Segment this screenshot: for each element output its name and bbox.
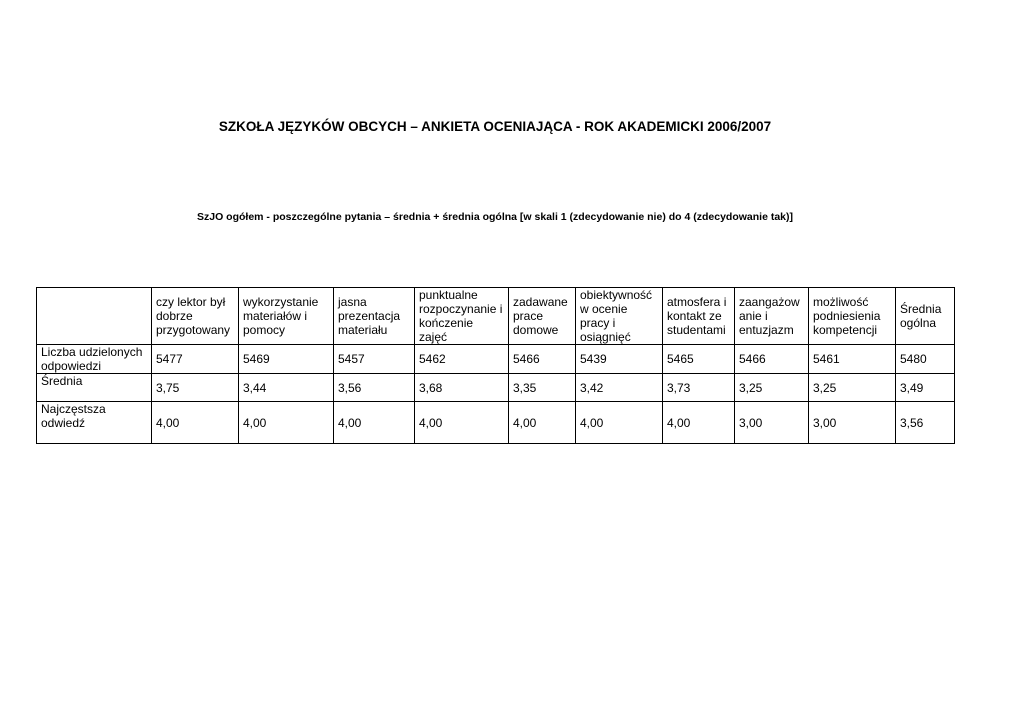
table-cell: 3,25 [735,374,809,402]
table-cell: 4,00 [576,402,663,444]
table-row [37,402,955,444]
table-cell: 3,25 [809,374,896,402]
table-cell: 5477 [152,345,239,374]
table-cell: 4,00 [334,402,415,444]
table-cell: 3,35 [509,374,576,402]
table-cell: 5462 [415,345,509,374]
column-header: Średnia ogólna [896,288,955,345]
table-cell: 5439 [576,345,663,374]
table-cell: 5461 [809,345,896,374]
column-header-empty [37,288,152,345]
row-label: Liczba udzielonych odpowiedzi [37,345,152,374]
column-header: możliwość podniesienia kompetencji [809,288,896,345]
document-title: SZKOŁA JĘZYKÓW OBCYCH – ANKIETA OCENIAJĄCA - ROK AKADEMICKI 2006/2007 [218,119,772,134]
table-cell: 3,44 [239,374,334,402]
table-cell: 3,73 [663,374,735,402]
table-cell: 5466 [735,345,809,374]
survey-results-table [36,287,955,444]
table-cell: 4,00 [663,402,735,444]
table-row [37,374,955,402]
table-cell: 5480 [896,345,955,374]
column-header: punktualne rozpoczynanie i kończenie zajęć [415,288,509,345]
table-cell: 5457 [334,345,415,374]
table-cell: 5465 [663,345,735,374]
table-cell: 5466 [509,345,576,374]
table-header-row [37,288,955,345]
table-cell: 4,00 [239,402,334,444]
column-header: zaangażow anie i entuzjazm [735,288,809,345]
table-cell: 3,68 [415,374,509,402]
table-cell: 3,00 [735,402,809,444]
column-header: wykorzystanie materiałów i pomocy [239,288,334,345]
column-header: atmosfera i kontakt ze studentami [663,288,735,345]
table-cell: 3,00 [809,402,896,444]
table-row [37,345,955,374]
column-header: jasna prezentacja materiału [334,288,415,345]
table-cell: 3,75 [152,374,239,402]
table-cell: 4,00 [415,402,509,444]
row-label: Średnia [37,374,152,402]
column-header: czy lektor był dobrze przygotowany [152,288,239,345]
row-label: Najczęstsza odwiedź [37,402,152,444]
table-cell: 4,00 [152,402,239,444]
table-cell: 5469 [239,345,334,374]
table-cell: 3,42 [576,374,663,402]
table-cell: 3,49 [896,374,955,402]
table-cell: 3,56 [896,402,955,444]
document-subtitle: SzJO ogółem - poszczególne pytania – średnia + średnia ogólna [w skali 1 (zdecydowanie nie) do 4 (zdecydowanie tak)] [196,211,794,223]
table-cell: 3,56 [334,374,415,402]
column-header: obiektywność w ocenie pracy i osiągnięć [576,288,663,345]
table-cell: 4,00 [509,402,576,444]
column-header: zadawane prace domowe [509,288,576,345]
